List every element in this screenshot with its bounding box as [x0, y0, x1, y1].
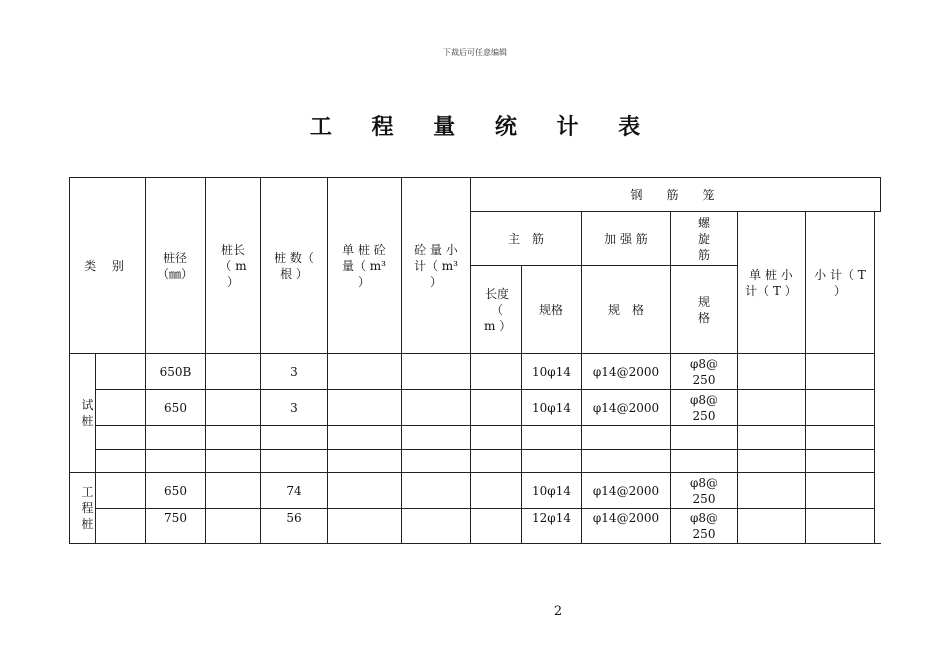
- header-reinforcing-bar: 加 强 筋: [604, 231, 648, 246]
- header-pile-length: 桩长（ m ）: [219, 242, 247, 289]
- row-6-reinforcing-spec: φ14@2000: [592, 511, 660, 525]
- row-2-count: 3: [290, 400, 298, 415]
- header-concrete-subtotal: 砼 量 小 计（ m³ ）: [413, 242, 458, 289]
- header-note: 下裁后可任意编辑: [443, 48, 507, 57]
- header-spiral-bar: 螺旋筋: [697, 215, 710, 262]
- row-2-spiral-spec: φ8@250: [689, 392, 719, 423]
- row-5-spiral-spec: φ8@250: [689, 475, 719, 506]
- group-label-test-pile: 试桩: [81, 398, 94, 428]
- header-main-bar: 主 筋: [507, 231, 544, 246]
- header-category: 类 别: [84, 258, 130, 273]
- row-6-spiral-spec: φ8@250: [689, 511, 719, 541]
- header-single-pile-subtotal: 单 桩 小 计（ T ）: [745, 267, 797, 298]
- header-single-pile-concrete: 单 桩 砼 量（ m³ ）: [341, 242, 386, 289]
- row-6-count: 56: [286, 511, 302, 525]
- header-rebar-cage: 钢 筋 笼: [630, 187, 721, 202]
- header-pile-count: 桩 数（ 根 ）: [274, 250, 314, 281]
- row-1-main-spec: 10φ14: [532, 364, 571, 379]
- row-5-reinforcing-spec: φ14@2000: [592, 483, 660, 498]
- row-2-diameter: 650: [164, 400, 187, 415]
- row-5-count: 74: [286, 483, 302, 498]
- header-subtotal: 小 计（ T ）: [814, 267, 866, 298]
- row-6-main-spec: 12φ14: [532, 511, 571, 525]
- row-5-diameter: 650: [164, 483, 187, 498]
- header-main-bar-length: 长度（ m ）: [484, 286, 512, 333]
- group-label-engineering-pile: 工程桩: [81, 485, 94, 531]
- header-main-bar-spec: 规格: [538, 302, 563, 317]
- document-title: 工 程 量 统 计 表: [309, 114, 657, 140]
- row-1-count: 3: [290, 364, 298, 379]
- row-6-diameter: 750: [164, 511, 187, 525]
- row-1-diameter: 650B: [159, 364, 192, 379]
- row-1-spiral-spec: φ8@250: [689, 356, 719, 387]
- row-1-reinforcing-spec: φ14@2000: [592, 364, 660, 379]
- row-5-main-spec: 10φ14: [532, 483, 571, 498]
- header-reinforcing-spec: 规 格: [607, 302, 644, 317]
- row-2-reinforcing-spec: φ14@2000: [592, 400, 660, 415]
- header-pile-diameter: 桩径（㎜）: [157, 250, 194, 281]
- page-number: 2: [553, 604, 563, 619]
- row-2-main-spec: 10φ14: [532, 400, 571, 415]
- header-spiral-spec: 规格: [697, 294, 710, 325]
